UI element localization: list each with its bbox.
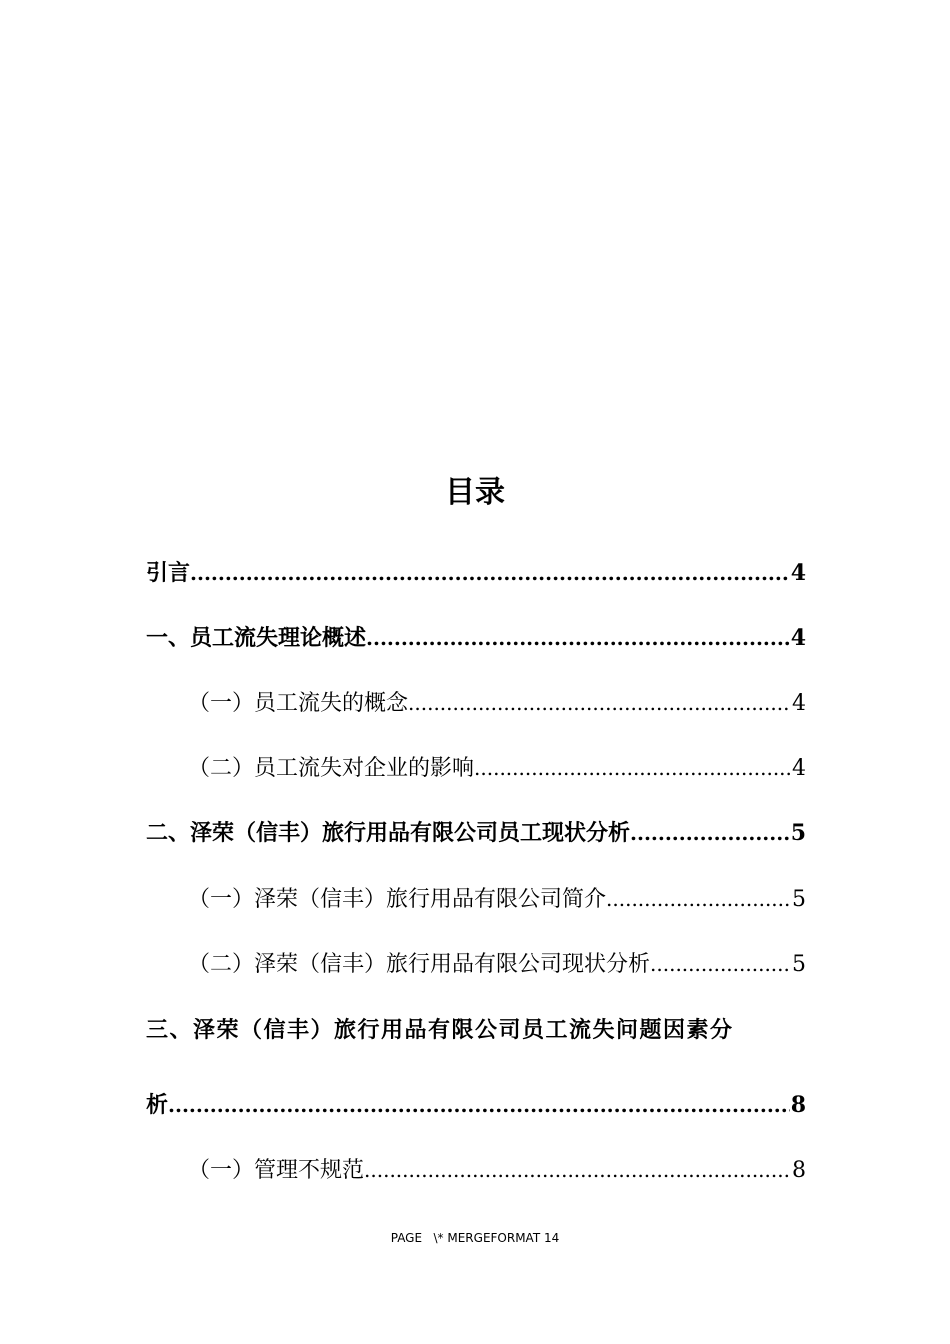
- toc-entry-label: （二）员工流失对企业的影响: [188, 756, 475, 781]
- toc-entry-section-1-2[interactable]: [188, 751, 806, 785]
- toc-entry-label: 二、泽荣（信丰）旅行用品有限公司员工现状分析: [146, 820, 631, 846]
- toc-entry-intro[interactable]: [146, 556, 806, 590]
- toc-page-number: 5: [792, 887, 806, 912]
- toc-page-number: 8: [790, 1092, 806, 1118]
- toc-entry-section-3-1[interactable]: [188, 1153, 806, 1187]
- toc-entry-label: 析: [146, 1092, 169, 1118]
- dot-leader: [606, 882, 791, 916]
- toc-entry-label: （一）泽荣（信丰）旅行用品有限公司简介: [188, 887, 607, 912]
- toc-entry-section-1[interactable]: [146, 621, 806, 655]
- toc-page-number: 5: [790, 820, 806, 846]
- dot-leader: [168, 1088, 790, 1122]
- toc-entry-label: 一、员工流失理论概述: [146, 625, 367, 651]
- toc-entry-section-1-1[interactable]: [188, 686, 806, 720]
- dot-leader: [190, 556, 790, 590]
- dot-leader: [474, 751, 791, 785]
- toc-entry-label: 引言: [146, 560, 191, 586]
- toc-entry-section-2[interactable]: [146, 816, 806, 850]
- toc-entry-section-2-2[interactable]: [188, 947, 806, 981]
- toc-title: 目录: [445, 475, 505, 510]
- toc-page-number: 4: [792, 691, 806, 716]
- toc-entry-section-3[interactable]: [146, 1088, 806, 1122]
- toc-entry-label: （一）管理不规范: [188, 1158, 365, 1183]
- dot-leader: [364, 1153, 791, 1187]
- dot-leader: [650, 947, 791, 981]
- dot-leader: [630, 816, 790, 850]
- toc-entry-section-3-line1[interactable]: 三、泽荣（信丰）旅行用品有限公司员工流失问题因素分: [146, 1017, 734, 1043]
- toc-entry-section-2-1[interactable]: [188, 882, 806, 916]
- toc-page-number: 4: [790, 625, 806, 651]
- toc-page-number: 4: [790, 560, 806, 586]
- toc-page-number: 8: [792, 1158, 806, 1183]
- toc-page-number: 4: [792, 756, 806, 781]
- toc-page-number: 5: [792, 952, 806, 977]
- toc-entry-label: （二）泽荣（信丰）旅行用品有限公司现状分析: [188, 952, 651, 977]
- toc-entry-label: （一）员工流失的概念: [188, 691, 409, 716]
- dot-leader: [408, 686, 791, 720]
- page-footer-field-code: PAGE \* MERGEFORMAT 14: [390, 1231, 560, 1245]
- dot-leader: [366, 621, 790, 655]
